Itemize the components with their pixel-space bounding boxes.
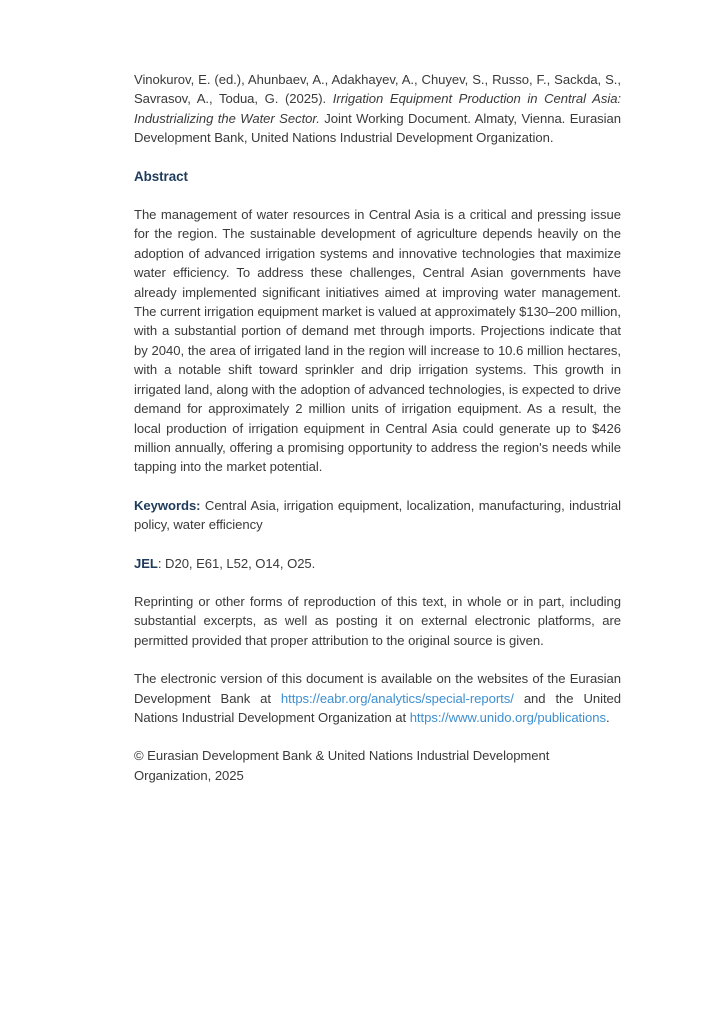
abstract-heading: Abstract bbox=[134, 168, 188, 184]
electronic-text-1: The electronic version of this document is available on the websites of the Eurasian Development Bank at bbox=[134, 671, 621, 706]
copyright-notice: © Eurasian Development Bank & United Nations Industrial Development Organization, 2025 bbox=[134, 748, 550, 783]
citation-rest: Joint Working Document. Almaty, Vienna. Eurasian Development Bank, United Nations Industrial Development Organization. bbox=[134, 110, 622, 146]
abstract-text: The management of water resources in Central Asia is a critical and pressing issue for the region. The sustainable development of agriculture depends heavily on the adoption of advanced irrigation systems and innovative technologies that maximize water efficiency. To address these challenges, Central Asian governments have already implemented significant initiatives aimed at improving water management. The current irrigation equipment market is valued at approximately $130–200 million, with a substantial portion of demand met through imports. Projections indicate that by 2040, the area of irrigated land in the region will increase to 10.6 million hectares, with a notable shift toward sprinkler and drip irrigation systems. This growth in irrigated land, along with the adoption of advanced technologies, is expected to drive demand for approximately 2 million units of irrigation equipment. As a result, the local production of irrigation equipment in Central Asia could generate up to $426 million annually, offering a promising opportunity to address the region's needs while tapping into the market potential. bbox=[134, 207, 621, 475]
page-content bbox=[134, 70, 621, 785]
keywords-text: Central Asia, irrigation equipment, localization, manufacturing, industrial policy, water efficiency bbox=[134, 497, 621, 533]
reprint-notice: Reprinting or other forms of reproduction of this text, in whole or in part, including substantial excerpts, as well as posting it on external electronic platforms, are permitted provided that proper attribution to the original source is given. bbox=[134, 593, 621, 648]
keywords-label: Keywords: bbox=[134, 497, 201, 513]
citation-title: Irrigation Equipment Production in Central Asia: Industrializing the Water Sector. bbox=[134, 91, 622, 126]
electronic-version-paragraph bbox=[134, 669, 621, 727]
unido-link[interactable]: https://www.unido.org/publications bbox=[409, 709, 606, 725]
jel-codes: : D20, E61, L52, O14, O25. bbox=[157, 555, 316, 571]
electronic-text-3: . bbox=[605, 709, 610, 725]
citation-paragraph bbox=[134, 70, 621, 148]
citation-authors: Vinokurov, E. (ed.), Ahunbaev, A., Adakhayev, A., Chuyev, S., Russo, F., Sackda, S., Savrasov, A., Todua, G. (2025). bbox=[134, 72, 621, 107]
keywords-paragraph bbox=[134, 496, 621, 535]
eabr-link[interactable]: https://eabr.org/analytics/special-reports/ bbox=[280, 690, 514, 706]
jel-paragraph bbox=[134, 554, 621, 573]
electronic-text-2: and the United Nations Industrial Development Organization at bbox=[134, 690, 621, 725]
jel-label: JEL bbox=[134, 555, 158, 571]
